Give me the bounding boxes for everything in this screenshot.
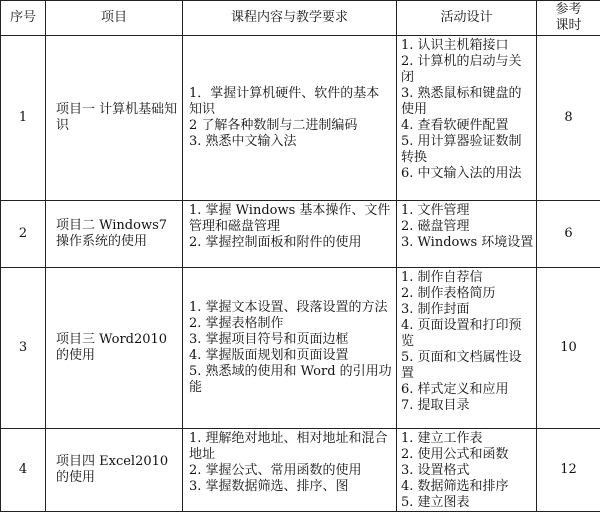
activity-item: 1. 认识主机箱接口 <box>401 38 534 54</box>
content-item: 3. 掌握项目符号和页面边框 <box>189 332 392 348</box>
content-item: 2. 掌握控制面板和附件的使用 <box>189 235 392 251</box>
row-content <box>183 429 397 512</box>
activity-item: 3. 设置格式 <box>401 463 534 479</box>
content-item: 2. 掌握公式、常用函数的使用 <box>189 463 392 479</box>
row-activity <box>397 429 537 512</box>
activity-item: 3. 熟悉鼠标和键盘的使用 <box>401 86 534 118</box>
row-project: 项目二 Windows7 操作系统的使用 <box>46 201 183 268</box>
activity-item: 5. 建立图表 <box>401 495 534 511</box>
row-project: 项目一 计算机基础知识 <box>46 36 183 201</box>
content-item: 1. 掌握 Windows 基本操作、文件管理和磁盘管理 <box>189 203 392 235</box>
table-row <box>1 201 600 268</box>
row-seq: 1 <box>1 36 46 201</box>
activity-item: 6. 中文输入法的用法 <box>401 166 534 182</box>
activity-item: 4. 查看软硬件配置 <box>401 118 534 134</box>
row-content <box>183 268 397 429</box>
header-hours-line2: 课时 <box>537 18 600 34</box>
activity-item: 3. 制作封面 <box>401 302 534 318</box>
content-item: 1. 理解绝对地址、相对地址和混合地址 <box>189 431 392 463</box>
row-hours: 8 <box>537 36 600 201</box>
activity-item: 1. 制作自荐信 <box>401 270 534 286</box>
row-seq: 4 <box>1 429 46 512</box>
table-row <box>1 268 600 429</box>
content-item: 3. 掌握数据筛选、排序、图 <box>189 479 392 495</box>
content-item: 3. 熟悉中文输入法 <box>189 134 392 150</box>
row-seq: 3 <box>1 268 46 429</box>
activity-item: 4. 页面设置和打印预览 <box>401 318 534 350</box>
row-project: 项目四 Excel2010 的使用 <box>46 429 183 512</box>
row-hours: 6 <box>537 201 600 268</box>
header-hours <box>537 1 600 36</box>
activity-item: 1. 建立工作表 <box>401 431 534 447</box>
row-content <box>183 36 397 201</box>
header-content: 课程内容与教学要求 <box>183 1 397 36</box>
header-activity: 活动设计 <box>397 1 537 36</box>
row-hours: 10 <box>537 268 600 429</box>
header-project: 项目 <box>46 1 183 36</box>
content-item: 1. 掌握文本设置、段落设置的方法 <box>189 300 392 316</box>
header-row <box>1 1 600 36</box>
content-item: 5. 熟悉域的使用和 Word 的引用功能 <box>189 364 392 396</box>
activity-item: 2. 使用公式和函数 <box>401 447 534 463</box>
header-hours-line1: 参考 <box>537 2 600 18</box>
content-item: 1．掌握计算机硬件、软件的基本知识 <box>189 86 392 118</box>
table-row <box>1 429 600 512</box>
activity-item: 3. Windows 环境设置 <box>401 235 534 251</box>
table-row <box>1 36 600 201</box>
row-hours: 12 <box>537 429 600 512</box>
activity-item: 6. 样式定义和应用 <box>401 382 534 398</box>
row-project: 项目三 Word2010 的使用 <box>46 268 183 429</box>
row-content <box>183 201 397 268</box>
content-item: 2. 掌握表格制作 <box>189 316 392 332</box>
row-activity <box>397 268 537 429</box>
activity-item: 2. 计算机的启动与关闭 <box>401 54 534 86</box>
activity-item: 7. 提取目录 <box>401 398 534 414</box>
activity-item: 2. 磁盘管理 <box>401 219 534 235</box>
content-item: 4. 掌握版面规划和页面设置 <box>189 348 392 364</box>
header-seq: 序号 <box>1 1 46 36</box>
content-item: 2 了解各种数制与二进制编码 <box>189 118 392 134</box>
row-seq: 2 <box>1 201 46 268</box>
activity-item: 2. 制作表格简历 <box>401 286 534 302</box>
activity-item: 5. 用计算器验证数制转换 <box>401 134 534 166</box>
activity-item: 5. 页面和文档属性设置 <box>401 350 534 382</box>
activity-item: 4. 数据筛选和排序 <box>401 479 534 495</box>
activity-item: 1. 文件管理 <box>401 203 534 219</box>
row-activity <box>397 201 537 268</box>
row-activity <box>397 36 537 201</box>
